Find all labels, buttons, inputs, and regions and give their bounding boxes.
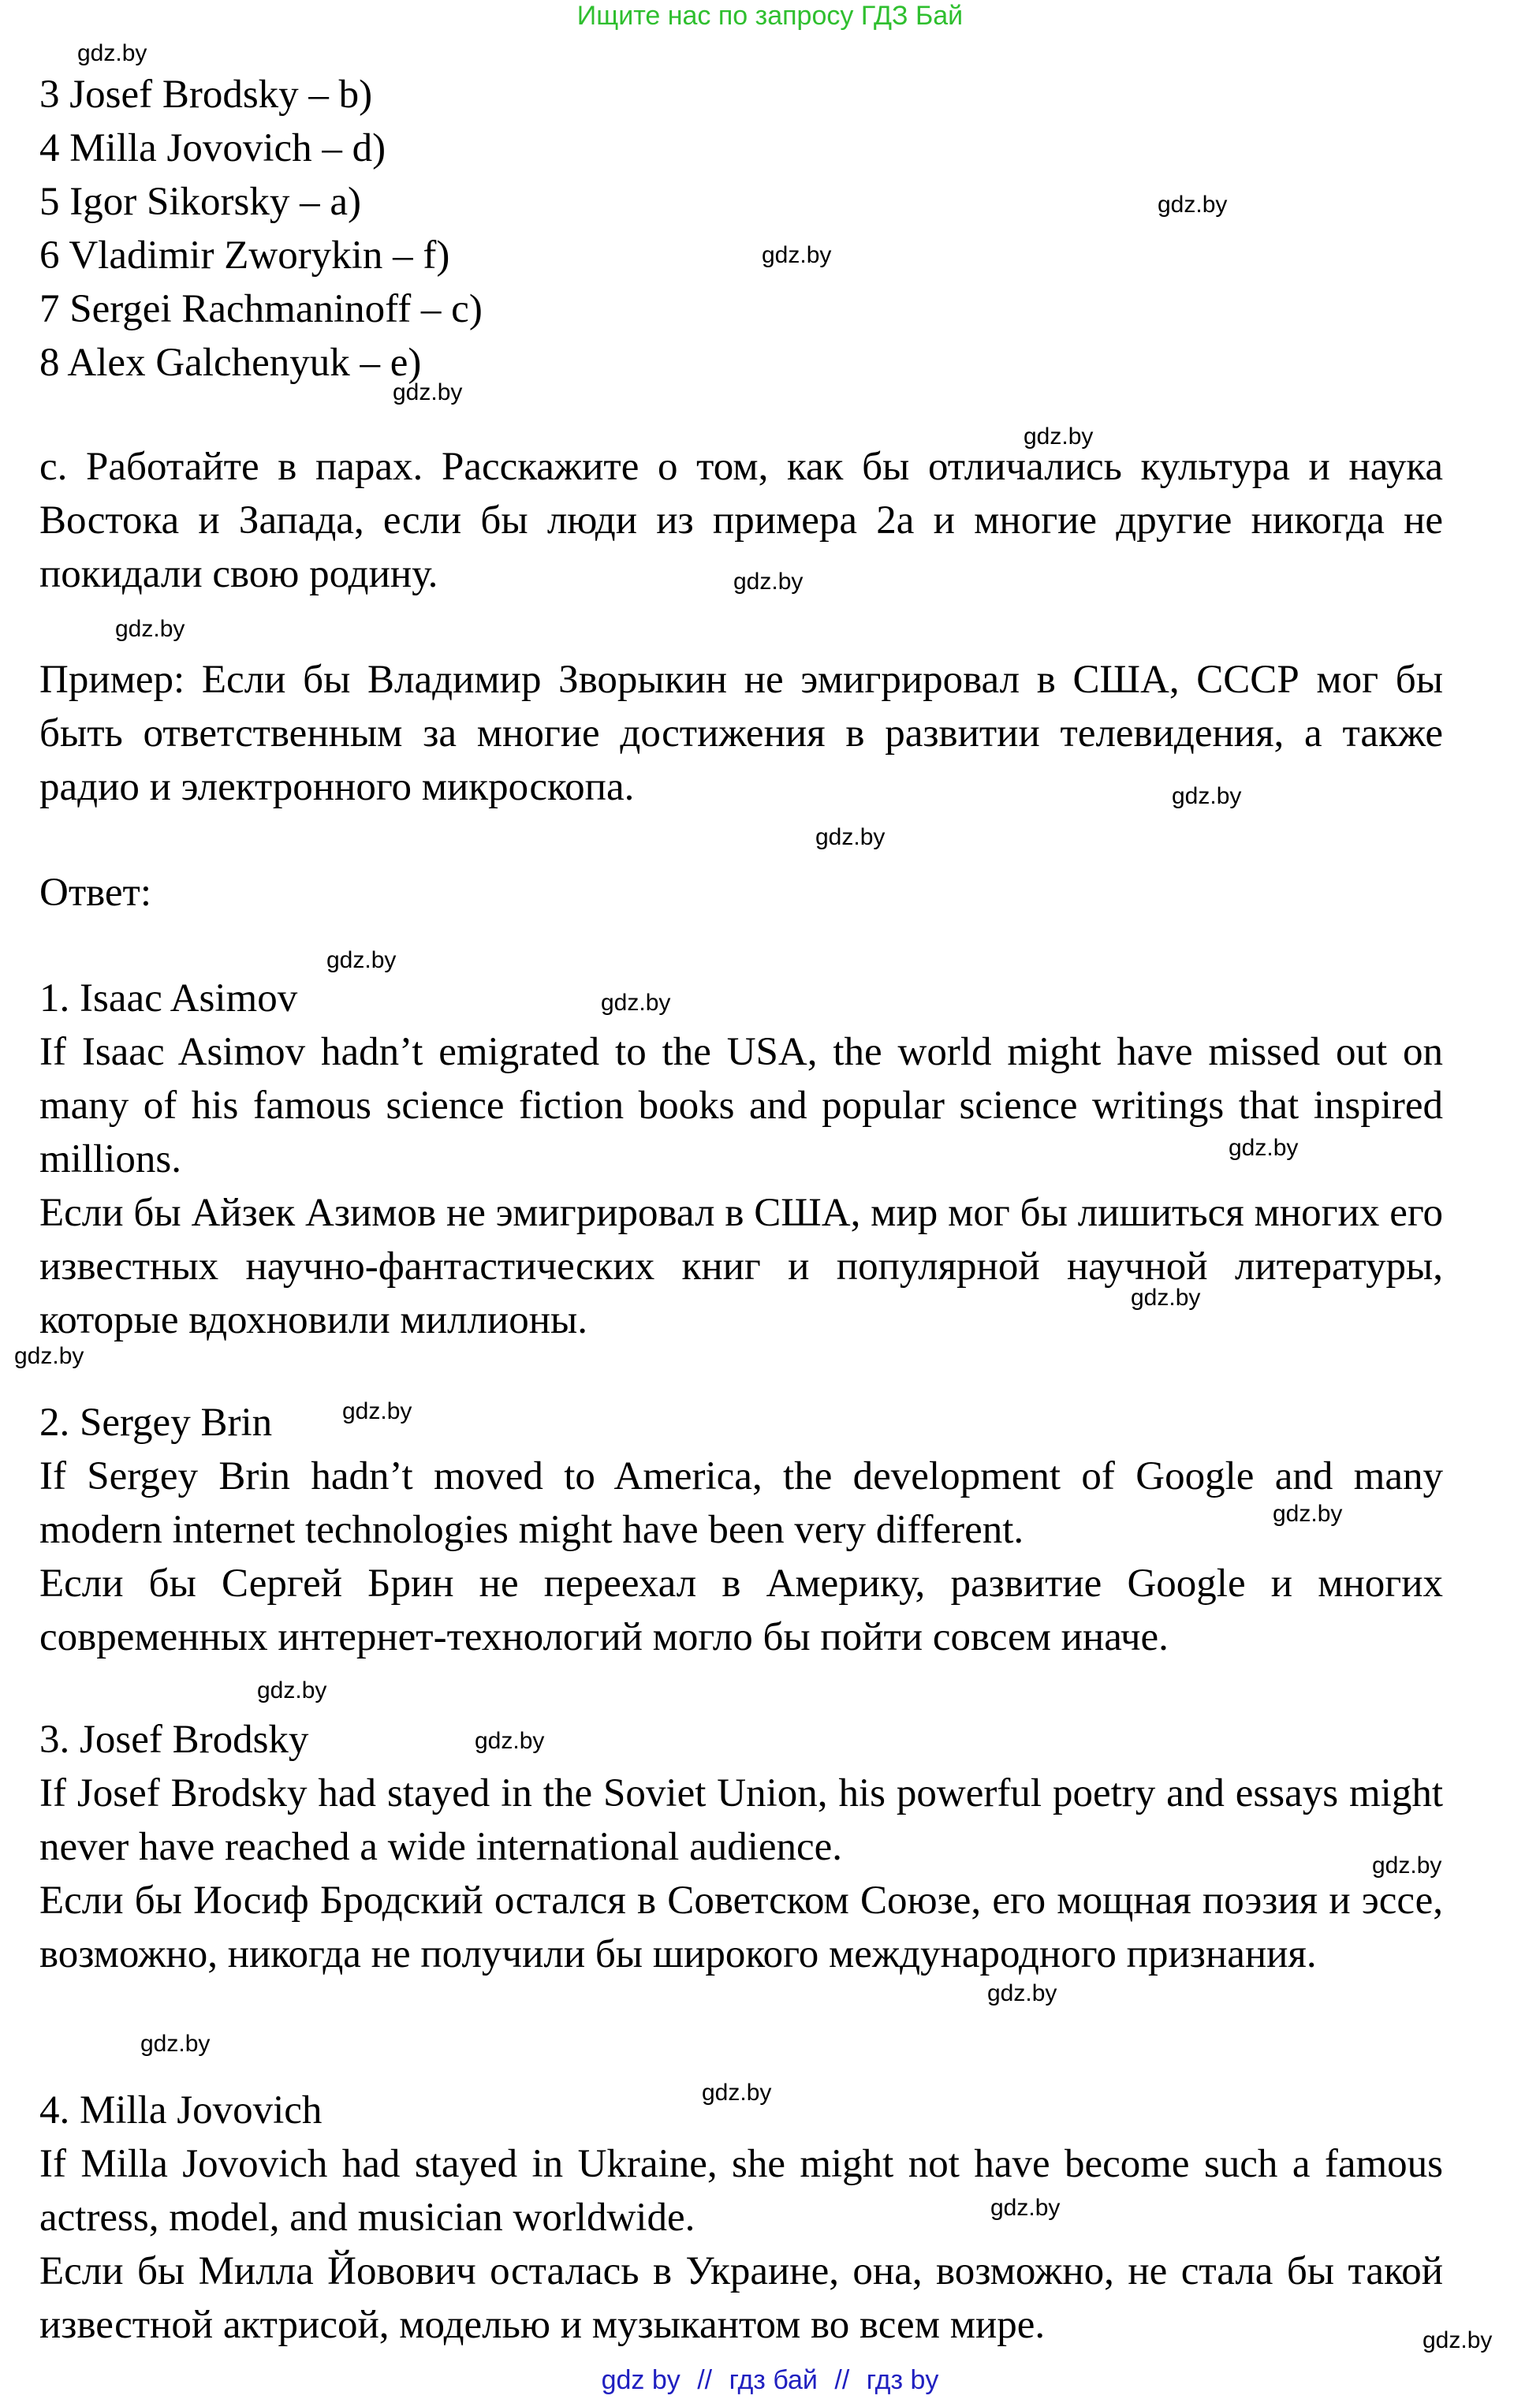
- watermark: gdz.by: [1172, 783, 1242, 809]
- watermark: gdz.by: [14, 1343, 84, 1369]
- answer-heading: 2. Sergey Brin: [39, 1401, 273, 1445]
- answer-english: If Isaac Asimov hadn’t emigrated to the USA, the world might have missed out on many of his famous science fiction books and popular science writings that inspired millions.: [39, 1030, 1443, 1181]
- footer: [0, 2364, 1540, 2396]
- watermark: gdz.by: [475, 1728, 545, 1754]
- footer-part: gdz by: [601, 2365, 681, 2395]
- answer-heading: 3. Josef Brodsky: [39, 1718, 309, 1762]
- watermark: gdz.by: [601, 990, 671, 1016]
- watermark: gdz.by: [1024, 424, 1094, 450]
- answer-english: If Josef Brodsky had stayed in the Soviet Union, his powerful poetry and essays might never have reached a wide international audience.: [39, 1771, 1443, 1869]
- match-item: 6 Vladimir Zworykin – f): [39, 233, 450, 278]
- watermark: gdz.by: [326, 947, 397, 973]
- watermark: gdz.by: [140, 2031, 211, 2057]
- watermark: gdz.by: [733, 569, 804, 595]
- answer-english: If Sergey Brin hadn’t moved to America, the development of Google and many modern internet technologies might have been very different.: [39, 1454, 1443, 1552]
- watermark: gdz.by: [702, 2080, 772, 2106]
- watermark: gdz.by: [987, 1980, 1057, 2006]
- answer-russian: Если бы Милла Йовович осталась в Украине, она, возможно, не стала бы такой известной актрисой, моделью и музыкантом во всем мире.: [39, 2249, 1443, 2347]
- match-item: 5 Igor Sikorsky – a): [39, 180, 361, 224]
- answer-russian: Если бы Айзек Азимов не эмигрировал в США, мир мог бы лишиться многих его известных научно-фантастических книг и популярной научной литературы, которые вдохновили миллионы.: [39, 1191, 1443, 1342]
- match-item: 3 Josef Brodsky – b): [39, 73, 373, 117]
- answer-heading: 1. Isaac Asimov: [39, 976, 298, 1021]
- watermark: gdz.by: [762, 242, 832, 268]
- answer-label: Ответ:: [39, 871, 151, 915]
- watermark: gdz.by: [1423, 2327, 1493, 2353]
- watermark: gdz.by: [1158, 192, 1228, 218]
- watermark: gdz.by: [115, 616, 185, 642]
- match-item: 4 Milla Jovovich – d): [39, 126, 386, 170]
- watermark: gdz.by: [815, 824, 886, 850]
- answer-russian: Если бы Сергей Брин не переехал в Америку, развитие Google и многих современных интернет-технологий могло бы пойти совсем иначе.: [39, 1562, 1443, 1659]
- match-item: 8 Alex Galchenyuk – e): [39, 341, 422, 385]
- example-text: Пример: Если бы Владимир Зворыкин не эмигрировал в США, СССР мог бы быть ответственным за многие достижения в развитии телевидения, а также радио и электронного микроскопа.: [39, 658, 1443, 809]
- footer-separator: //: [834, 2365, 850, 2395]
- footer-part: гдз by: [866, 2365, 939, 2395]
- watermark: gdz.by: [990, 2195, 1061, 2221]
- task-c-text: с. Работайте в парах. Расскажите о том, как бы отличались культура и наука Востока и Запада, если бы люди из примера 2a и многие другие никогда не покидали свою родину.: [39, 445, 1443, 596]
- watermark: gdz.by: [1131, 1285, 1201, 1311]
- footer-separator: //: [697, 2365, 713, 2395]
- answer-english: If Milla Jovovich had stayed in Ukraine, she might not have become such a famous actress, model, and musician worldwide.: [39, 2142, 1443, 2240]
- answer-heading: 4. Milla Jovovich: [39, 2088, 323, 2132]
- watermark: gdz.by: [393, 379, 463, 405]
- watermark: gdz.by: [1229, 1135, 1299, 1161]
- watermark: gdz.by: [1273, 1501, 1343, 1527]
- watermark: gdz.by: [257, 1677, 327, 1703]
- watermark: gdz.by: [77, 40, 147, 66]
- footer-part: гдз бай: [729, 2365, 818, 2395]
- watermark: gdz.by: [1372, 1853, 1442, 1879]
- match-item: 7 Sergei Rachmaninoff – c): [39, 287, 483, 331]
- watermark: gdz.by: [342, 1398, 412, 1424]
- answer-russian: Если бы Иосиф Бродский остался в Советском Союзе, его мощная поэзия и эссе, возможно, никогда не получили бы широкого международного признания.: [39, 1879, 1443, 1976]
- search-banner: Ищите нас по запросу ГДЗ Бай: [576, 1, 964, 31]
